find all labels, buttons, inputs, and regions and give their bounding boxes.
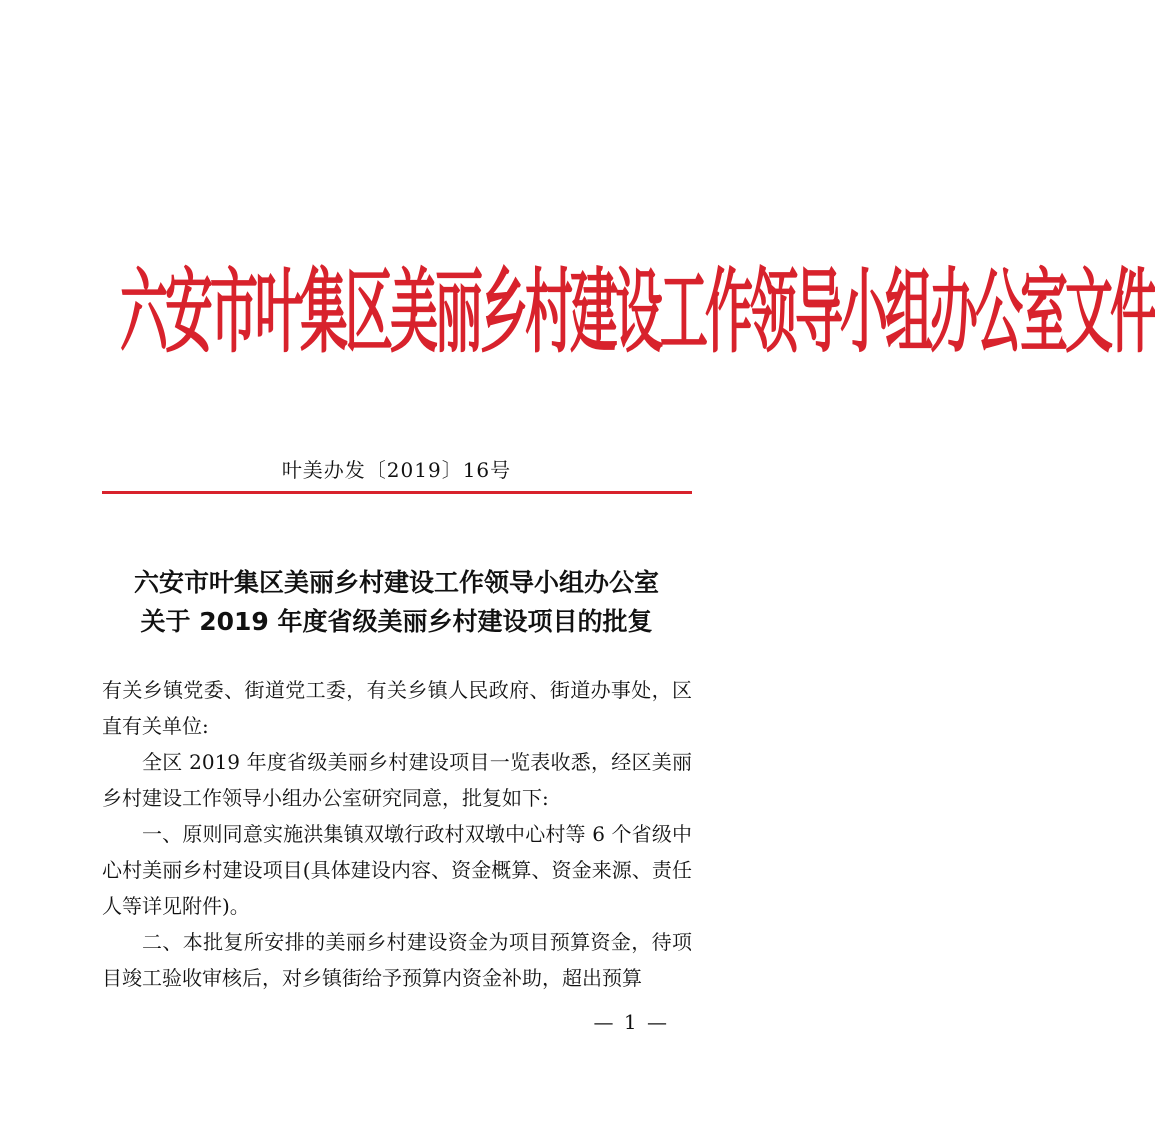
page-number: — 1 —	[593, 1010, 669, 1034]
paragraph-3: 二、本批复所安排的美丽乡村建设资金为项目预算资金，待项目竣工验收审核后，对乡镇街给予预算内资金补助，超出预算	[102, 930, 692, 990]
body-text	[102, 672, 692, 996]
title-line-1: 六安市叶集区美丽乡村建设工作领导小组办公室	[133, 568, 659, 597]
document-number: 叶美办发〔2019〕16号	[281, 458, 512, 482]
red-divider-line	[102, 491, 692, 494]
paragraph-1: 全区 2019 年度省级美丽乡村建设项目一览表收悉，经区美丽乡村建设工作领导小组办公室研究同意，批复如下:	[102, 750, 692, 810]
red-header-title: 六安市叶集区美丽乡村建设工作领导小组办公室文件	[120, 259, 1155, 367]
title-line-2: 关于 2019 年度省级美丽乡村建设项目的批复	[140, 607, 653, 636]
salutation: 有关乡镇党委、街道党工委，有关乡镇人民政府、街道办事处，区直有关单位:	[102, 678, 692, 738]
paragraph-2: 一、原则同意实施洪集镇双墩行政村双墩中心村等 6 个省级中心村美丽乡村建设项目(具体建设内容、资金概算、资金来源、责任人等详见附件)。	[102, 822, 692, 918]
